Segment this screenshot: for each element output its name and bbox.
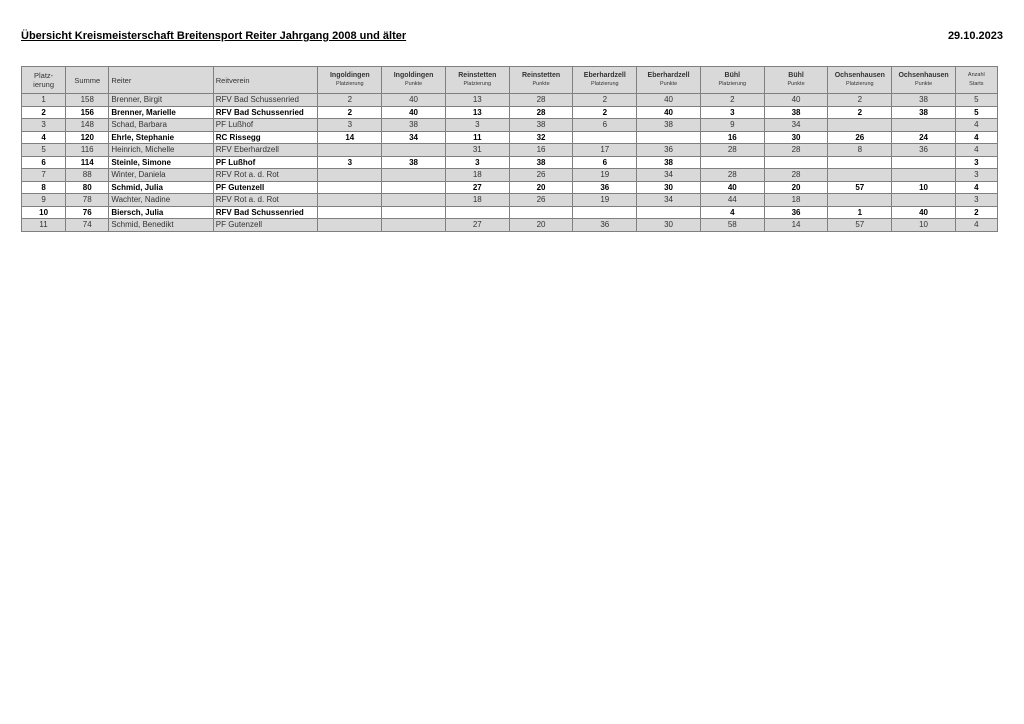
- cell-verein: PF Lußhof: [213, 119, 317, 132]
- cell-reiter: Brenner, Marielle: [109, 106, 213, 119]
- cell-summe: 114: [66, 156, 109, 169]
- cell-starts: 5: [955, 94, 997, 107]
- cell-summe: 116: [66, 144, 109, 157]
- cell-punkte: 24: [892, 131, 955, 144]
- cell-platzierung: [318, 169, 382, 182]
- cell-platzierung: [828, 119, 892, 132]
- cell-platzierung: 1: [828, 206, 892, 219]
- table-row: [22, 169, 998, 182]
- cell-starts: 4: [955, 119, 997, 132]
- cell-platzierung: 18: [445, 169, 509, 182]
- cell-punkte: 38: [892, 106, 955, 119]
- cell-platzierung: 8: [828, 144, 892, 157]
- document-date: 29.10.2023: [947, 30, 1003, 42]
- header-event-3-place: [573, 67, 637, 94]
- cell-punkte: 36: [892, 144, 955, 157]
- cell-platzierung: [828, 194, 892, 207]
- cell-platzierung: 19: [573, 169, 637, 182]
- cell-summe: 120: [66, 131, 109, 144]
- event-sub-label: Platzierung: [846, 81, 874, 87]
- cell-platzierung: 28: [700, 169, 764, 182]
- cell-platzierung: 3: [318, 119, 382, 132]
- cell-verein: RFV Bad Schussenried: [213, 106, 317, 119]
- table-row: [22, 219, 998, 232]
- cell-punkte: 38: [637, 156, 700, 169]
- cell-punkte: 14: [764, 219, 827, 232]
- cell-platzierung: 36: [573, 181, 637, 194]
- cell-verein: PF Lußhof: [213, 156, 317, 169]
- cell-platzierung: [318, 219, 382, 232]
- event-name: Reinstetten: [458, 72, 497, 79]
- cell-starts: 4: [955, 181, 997, 194]
- header-event-2-place: [445, 67, 509, 94]
- table-row: [22, 94, 998, 107]
- cell-punkte: 38: [509, 156, 572, 169]
- cell-summe: 148: [66, 119, 109, 132]
- cell-punkte: 28: [764, 169, 827, 182]
- cell-platzierung: 2: [828, 94, 892, 107]
- cell-punkte: [382, 194, 445, 207]
- header-event-5-place: [828, 67, 892, 94]
- cell-verein: RFV Bad Schussenried: [213, 206, 317, 219]
- cell-punkte: 40: [637, 106, 700, 119]
- cell-punkte: 26: [509, 169, 572, 182]
- cell-platzierung: 57: [828, 181, 892, 194]
- cell-platz: 9: [22, 194, 66, 207]
- cell-starts: 3: [955, 194, 997, 207]
- cell-punkte: 26: [509, 194, 572, 207]
- cell-platzierung: 17: [573, 144, 637, 157]
- header-reiter: [109, 67, 213, 94]
- cell-platzierung: 27: [445, 219, 509, 232]
- cell-platzierung: [318, 206, 382, 219]
- header-starts: [955, 67, 997, 94]
- cell-punkte: 36: [764, 206, 827, 219]
- table-row: [22, 206, 998, 219]
- cell-punkte: 34: [637, 169, 700, 182]
- cell-reiter: Schmid, Benedikt: [109, 219, 213, 232]
- cell-platz: 2: [22, 106, 66, 119]
- cell-platz: 10: [22, 206, 66, 219]
- cell-platzierung: 2: [573, 106, 637, 119]
- cell-punkte: [892, 156, 955, 169]
- event-name: Reinstetten: [522, 72, 561, 79]
- cell-punkte: 38: [382, 119, 445, 132]
- header-summe-label: Summe: [74, 75, 101, 85]
- header-event-3-points: [637, 67, 700, 94]
- cell-platzierung: 57: [828, 219, 892, 232]
- cell-platz: 4: [22, 131, 66, 144]
- cell-punkte: 34: [764, 119, 827, 132]
- cell-platzierung: [573, 206, 637, 219]
- cell-punkte: 38: [637, 119, 700, 132]
- cell-reiter: Brenner, Birgit: [109, 94, 213, 107]
- cell-summe: 76: [66, 206, 109, 219]
- event-name: Ingoldingen: [393, 72, 434, 79]
- event-sub-label: Punkte: [532, 81, 550, 87]
- header-event-1-place: [318, 67, 382, 94]
- cell-platzierung: 2: [318, 106, 382, 119]
- cell-punkte: [382, 181, 445, 194]
- cell-platzierung: 2: [318, 94, 382, 107]
- cell-punkte: [892, 169, 955, 182]
- results-table: [21, 66, 998, 232]
- table-row: [22, 131, 998, 144]
- event-sub-label: Platzierung: [336, 81, 364, 87]
- cell-punkte: 28: [509, 106, 572, 119]
- cell-starts: 5: [955, 106, 997, 119]
- cell-punkte: 32: [509, 131, 572, 144]
- cell-platzierung: [700, 156, 764, 169]
- cell-starts: 2: [955, 206, 997, 219]
- cell-verein: RFV Rot a. d. Rot: [213, 169, 317, 182]
- event-name: Bühl: [788, 72, 804, 79]
- cell-punkte: 10: [892, 181, 955, 194]
- cell-platz: 3: [22, 119, 66, 132]
- cell-platzierung: [828, 156, 892, 169]
- cell-summe: 88: [66, 169, 109, 182]
- cell-platzierung: [318, 181, 382, 194]
- cell-platzierung: 16: [700, 131, 764, 144]
- event-name: Bühl: [724, 72, 741, 79]
- header-platz: [22, 67, 66, 94]
- cell-platz: 11: [22, 219, 66, 232]
- cell-punkte: [382, 206, 445, 219]
- cell-summe: 74: [66, 219, 109, 232]
- cell-platzierung: [445, 206, 509, 219]
- cell-starts: 3: [955, 156, 997, 169]
- cell-summe: 80: [66, 181, 109, 194]
- cell-punkte: [892, 194, 955, 207]
- cell-platzierung: 40: [700, 181, 764, 194]
- header-event-2-points: [509, 67, 572, 94]
- cell-platzierung: 2: [828, 106, 892, 119]
- cell-summe: 158: [66, 94, 109, 107]
- cell-starts: 4: [955, 219, 997, 232]
- cell-starts: 4: [955, 144, 997, 157]
- event-name: Eberhardzell: [583, 72, 626, 79]
- header-summe: [66, 67, 109, 94]
- cell-punkte: 28: [509, 94, 572, 107]
- event-sub-label: Punkte: [787, 81, 805, 87]
- cell-punkte: 40: [764, 94, 827, 107]
- cell-punkte: 28: [764, 144, 827, 157]
- cell-punkte: 18: [764, 194, 827, 207]
- cell-punkte: 40: [637, 94, 700, 107]
- cell-punkte: 40: [382, 106, 445, 119]
- cell-platzierung: 36: [573, 219, 637, 232]
- cell-verein: PF Gutenzell: [213, 181, 317, 194]
- cell-starts: 4: [955, 131, 997, 144]
- cell-platzierung: 9: [700, 119, 764, 132]
- cell-platzierung: 3: [318, 156, 382, 169]
- cell-reiter: Ehrle, Stephanie: [109, 131, 213, 144]
- header-starts-line1: Anzahl: [967, 72, 985, 78]
- event-sub-label: Platzierung: [591, 81, 619, 87]
- cell-platz: 7: [22, 169, 66, 182]
- cell-platzierung: 14: [318, 131, 382, 144]
- cell-platzierung: 13: [445, 106, 509, 119]
- cell-punkte: 40: [892, 206, 955, 219]
- header-reiter-label: Reiter: [111, 75, 132, 85]
- cell-punkte: 38: [892, 94, 955, 107]
- header-verein-label: Reitverein: [215, 75, 250, 85]
- cell-verein: RFV Eberhardzell: [213, 144, 317, 157]
- cell-punkte: 38: [764, 106, 827, 119]
- cell-reiter: Schmid, Julia: [109, 181, 213, 194]
- header-starts-line2: Starts: [969, 81, 984, 87]
- cell-punkte: 30: [637, 181, 700, 194]
- cell-platzierung: [318, 144, 382, 157]
- cell-punkte: 16: [509, 144, 572, 157]
- cell-platzierung: 58: [700, 219, 764, 232]
- cell-punkte: [637, 131, 700, 144]
- event-name: Ochsenhausen: [834, 72, 885, 79]
- event-sub-label: Punkte: [405, 81, 423, 87]
- table-header-row: [22, 67, 998, 94]
- cell-punkte: 30: [764, 131, 827, 144]
- cell-platzierung: 44: [700, 194, 764, 207]
- cell-punkte: 20: [509, 181, 572, 194]
- cell-reiter: Biersch, Julia: [109, 206, 213, 219]
- event-name: Eberhardzell: [647, 72, 690, 79]
- header-verein: [213, 67, 317, 94]
- cell-platzierung: 27: [445, 181, 509, 194]
- cell-reiter: Winter, Daniela: [109, 169, 213, 182]
- cell-reiter: Schad, Barbara: [109, 119, 213, 132]
- cell-platzierung: 3: [445, 119, 509, 132]
- table-row: [22, 156, 998, 169]
- header-event-4-place: [700, 67, 764, 94]
- cell-summe: 78: [66, 194, 109, 207]
- cell-platzierung: 18: [445, 194, 509, 207]
- cell-punkte: 30: [637, 219, 700, 232]
- cell-punkte: [509, 206, 572, 219]
- event-name: Ochsenhausen: [898, 72, 949, 79]
- cell-punkte: [382, 144, 445, 157]
- cell-platzierung: 13: [445, 94, 509, 107]
- cell-platzierung: 3: [445, 156, 509, 169]
- cell-punkte: 34: [637, 194, 700, 207]
- cell-platzierung: [573, 131, 637, 144]
- cell-punkte: 34: [382, 131, 445, 144]
- table-row: [22, 106, 998, 119]
- cell-punkte: [382, 169, 445, 182]
- cell-verein: RC Rissegg: [213, 131, 317, 144]
- cell-punkte: [637, 206, 700, 219]
- event-sub-label: Platzierung: [463, 81, 492, 87]
- cell-punkte: 20: [509, 219, 572, 232]
- cell-platzierung: 6: [573, 156, 637, 169]
- header-event-5-points: [892, 67, 955, 94]
- table-row: [22, 144, 998, 157]
- cell-reiter: Steinle, Simone: [109, 156, 213, 169]
- cell-verein: RFV Rot a. d. Rot: [213, 194, 317, 207]
- cell-platzierung: [318, 194, 382, 207]
- cell-verein: RFV Bad Schussenried: [213, 94, 317, 107]
- cell-platz: 6: [22, 156, 66, 169]
- cell-platzierung: 19: [573, 194, 637, 207]
- cell-platz: 8: [22, 181, 66, 194]
- event-name: Ingoldingen: [329, 72, 370, 79]
- cell-platzierung: [828, 169, 892, 182]
- cell-punkte: 40: [382, 94, 445, 107]
- cell-platz: 1: [22, 94, 66, 107]
- event-sub-label: Punkte: [660, 81, 678, 87]
- cell-platz: 5: [22, 144, 66, 157]
- cell-punkte: 36: [637, 144, 700, 157]
- cell-platzierung: 6: [573, 119, 637, 132]
- cell-platzierung: 3: [700, 106, 764, 119]
- event-sub-label: Punkte: [915, 81, 933, 87]
- cell-platzierung: 28: [700, 144, 764, 157]
- header-event-4-points: [764, 67, 827, 94]
- header-event-1-points: [382, 67, 445, 94]
- cell-summe: 156: [66, 106, 109, 119]
- cell-punkte: [382, 219, 445, 232]
- cell-punkte: [764, 156, 827, 169]
- cell-punkte: 10: [892, 219, 955, 232]
- cell-punkte: 38: [509, 119, 572, 132]
- cell-platzierung: 4: [700, 206, 764, 219]
- page-title: Übersicht Kreismeisterschaft Breitensport Reiter Jahrgang 2008 und älter: [21, 30, 407, 42]
- cell-verein: PF Gutenzell: [213, 219, 317, 232]
- event-sub-label: Platzierung: [718, 81, 747, 87]
- cell-punkte: 20: [764, 181, 827, 194]
- table-row: [22, 194, 998, 207]
- cell-platzierung: 31: [445, 144, 509, 157]
- cell-reiter: Wachter, Nadine: [109, 194, 213, 207]
- cell-starts: 3: [955, 169, 997, 182]
- cell-platzierung: 2: [573, 94, 637, 107]
- table-row: [22, 181, 998, 194]
- cell-platzierung: 26: [828, 131, 892, 144]
- table-row: [22, 119, 998, 132]
- cell-punkte: [892, 119, 955, 132]
- cell-platzierung: 2: [700, 94, 764, 107]
- cell-punkte: 38: [382, 156, 445, 169]
- results-body: [22, 94, 998, 232]
- cell-reiter: Heinrich, Michelle: [109, 144, 213, 157]
- header-platz-label: Platz- ierung: [33, 71, 55, 89]
- cell-platzierung: 11: [445, 131, 509, 144]
